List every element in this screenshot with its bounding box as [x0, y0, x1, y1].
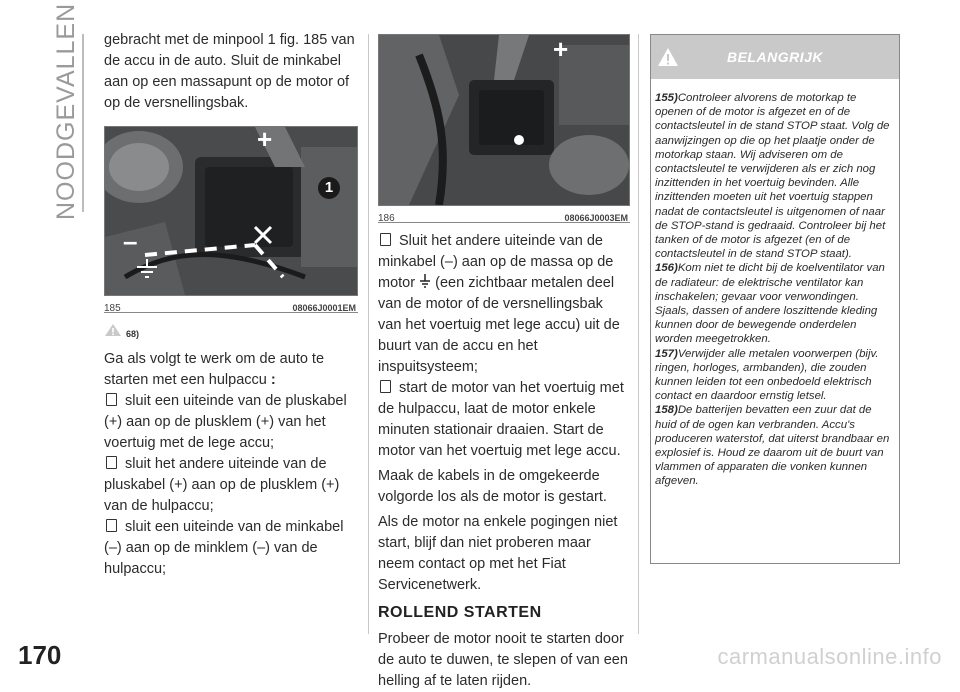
figure-code: 08066J0003EM	[564, 213, 628, 223]
step-3: sluit een uiteinde van de minkabel (–) aan op de minklem (–) van de hulpaccu;	[104, 519, 344, 577]
checkbox-icon	[106, 519, 117, 532]
section-title-bar	[82, 34, 84, 212]
figure-number: 186	[378, 213, 395, 224]
step-1: sluit een uiteinde van de pluskabel (+) aan op de plusklem (+) van het voertuig met de lege accu;	[104, 393, 347, 451]
warning-triangle-icon	[104, 323, 122, 337]
figure-code: 08066J0001EM	[292, 303, 356, 313]
figure-186-caption	[378, 206, 630, 223]
paragraph-disconnect: Maak de kabels in de omgekeerde volgorde los als de motor is gestart.	[378, 468, 607, 505]
checkbox-icon	[106, 456, 117, 469]
checkbox-icon	[106, 393, 117, 406]
step-2: sluit het andere uiteinde van de pluskabel (+) aan op de plusklem (+) van de hulpaccu;	[104, 456, 340, 514]
important-item: 155)Controleer alvorens de motorkap te openen of de motor is afgezet en of de contactsleutel in de stand STOP staat. Volg de aanwijzingen op die op het plaatje onder de motorkap staan. Wij adviseren om de contactsleutel te verwijderen als er zich nog inzittenden in het voertuig bevinden. Alle inzittenden moeten uit het voertuig stappen nadat de contactsleutel is uitgenomen of naar de STOP-stand is gedraaid. Controleer bij het tanken of de motor is afgezet (en of de contactsleutel in de stand STOP staat).	[655, 92, 890, 261]
important-item: 157)Verwijder alle metalen voorwerpen (bijv. ringen, horloges, armbanden), die zouden kunnen leiden tot een onbedoeld elektrisch contact en daardoor ernstig letsel.	[655, 347, 879, 403]
minus-symbol: –	[123, 226, 138, 256]
step-4: Sluit het andere uiteinde van de minkabel (–) aan op de massa op de motor (een zichtbaar metalen deel van de motor of de versnellingsbak van het voertuig met lege accu) uit de buurt van de accu en het inspuitsysteem;	[378, 233, 620, 375]
figure-185-caption	[104, 296, 358, 313]
paragraph-rolling-start: Probeer de motor nooit te starten door de auto te duwen, te slepen of van een helling af te laten rijden.	[378, 631, 628, 689]
figure-number: 185	[104, 303, 121, 314]
column-1	[104, 30, 358, 580]
callout-1: 1	[318, 177, 340, 199]
plus-symbol: +	[257, 126, 273, 154]
checkbox-icon	[380, 380, 391, 393]
page-number: 170	[18, 640, 62, 670]
step-5: start de motor van het voertuig met de hulpaccu, laat de motor enkele minuten stationair draaien. Start de motor van het voertuig met lege accu.	[378, 380, 624, 459]
ground-symbol-icon	[419, 274, 431, 288]
important-item: 158)De batterijen bevatten een zuur dat de huid of de ogen kan verbranden. Accu's produceren waterstof, dat uiterst brandbaar en explosief is. Houd ze daarom uit de buurt van vlammen of apparaten die vonken kunnen afgeven.	[655, 404, 890, 488]
column-divider-2	[638, 34, 639, 634]
important-item: 156)Kom niet te dicht bij de koelventilator van de radiateur: de elektrische ventilator kan inschakelen; gevaar voor verwondingen. Sjaals, dassen of andere loszittende kleding kunnen door de bewegende onderdelen worden meegetrokken.	[655, 262, 885, 346]
checkbox-icon	[380, 233, 391, 246]
section-title-text: NOODGEVALLEN	[52, 2, 80, 220]
important-body	[651, 79, 899, 489]
plus-symbol: +	[553, 34, 569, 64]
intro-paragraph: gebracht met de minpool 1 fig. 185 van de accu in de auto. Sluit de minkabel aan op een massapunt op de motor of op de versnellingsbak.	[104, 32, 355, 111]
section-title-vertical	[52, 2, 82, 220]
column-2	[378, 34, 630, 692]
engine-bay-illustration	[379, 35, 630, 205]
section-heading: ROLLEND STARTEN	[378, 604, 542, 621]
important-title: BELANGRIJK	[726, 49, 823, 65]
ground-icon	[135, 259, 159, 279]
important-box	[650, 34, 900, 564]
column-divider-1	[368, 34, 369, 634]
warning-reference: 68)	[104, 323, 358, 345]
watermark: carmanualsonline.info	[717, 644, 942, 669]
figure-185	[104, 126, 358, 296]
important-header	[651, 35, 899, 79]
lead-paragraph: Ga als volgt te werk om de auto te starten met een hulpaccu :	[104, 351, 325, 388]
paragraph-service: Als de motor na enkele pogingen niet start, blijf dan niet proberen maar neem contact op met het Fiat Servicenetwerk.	[378, 514, 618, 593]
figure-186	[378, 34, 630, 206]
